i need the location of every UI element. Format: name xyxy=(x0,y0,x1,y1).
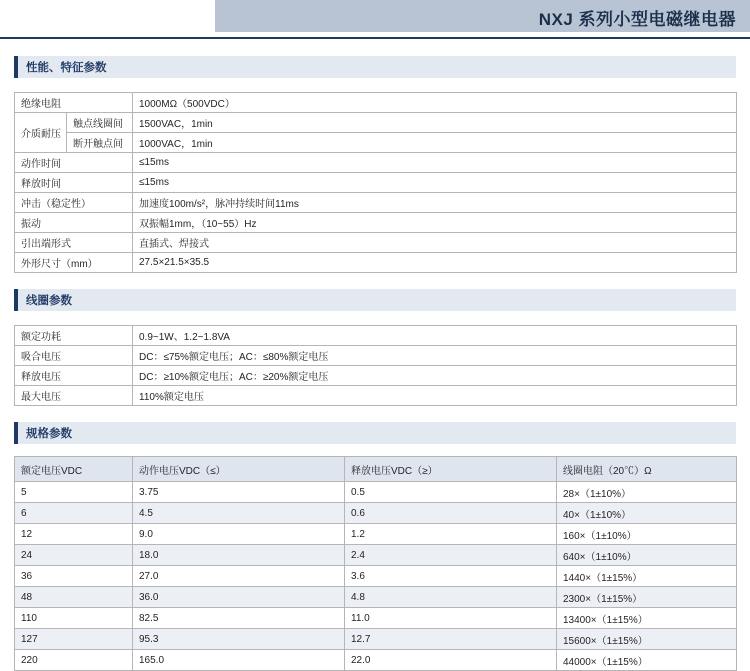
section-title-coil: 线圈参数 xyxy=(26,295,72,307)
header-divider xyxy=(0,37,750,39)
table-row xyxy=(15,233,737,253)
row-value: 直插式、焊接式 xyxy=(133,233,737,253)
cell-dropout-voltage: 0.6 xyxy=(345,503,557,524)
cell-pickup-voltage: 9.0 xyxy=(133,524,345,545)
coil-table-wrap xyxy=(14,325,736,406)
page-title: NXJ 系列小型电磁继电器 xyxy=(538,10,736,29)
row-value: 1500VAC，1min xyxy=(133,113,737,133)
row-label: 引出端形式 xyxy=(15,233,133,253)
cell-coil-resistance: 15600×（1±15%） xyxy=(557,629,737,650)
cell-rated-voltage: 12 xyxy=(15,524,133,545)
row-sublabel: 触点线圈间 xyxy=(67,113,133,133)
table-row xyxy=(15,587,737,608)
cell-rated-voltage: 5 xyxy=(15,482,133,503)
row-label: 介质耐压 xyxy=(15,113,67,153)
table-row xyxy=(15,326,737,346)
column-header: 额定电压VDC xyxy=(15,457,133,482)
cell-coil-resistance: 640×（1±10%） xyxy=(557,545,737,566)
row-label: 释放电压 xyxy=(15,366,133,386)
row-value: 双振幅1mm，（10~55）Hz xyxy=(133,213,737,233)
cell-pickup-voltage: 95.3 xyxy=(133,629,345,650)
performance-table-wrap xyxy=(14,92,736,273)
cell-coil-resistance: 28×（1±10%） xyxy=(557,482,737,503)
table-row xyxy=(15,566,737,587)
row-value: DC：≤75%额定电压；AC：≤80%额定电压 xyxy=(133,346,737,366)
row-value: 27.5×21.5×35.5 xyxy=(133,253,737,273)
cell-pickup-voltage: 18.0 xyxy=(133,545,345,566)
table-row xyxy=(15,386,737,406)
table-row xyxy=(15,253,737,273)
cell-dropout-voltage: 3.6 xyxy=(345,566,557,587)
table-row xyxy=(15,93,737,113)
table-row xyxy=(15,608,737,629)
row-value: 1000MΩ（500VDC） xyxy=(133,93,737,113)
table-header-row xyxy=(15,457,737,482)
table-row xyxy=(15,366,737,386)
spec-table-wrap xyxy=(14,456,736,671)
row-value: 110%额定电压 xyxy=(133,386,737,406)
table-row xyxy=(15,650,737,671)
cell-coil-resistance: 13400×（1±15%） xyxy=(557,608,737,629)
row-value: DC：≥10%额定电压；AC：≥20%额定电压 xyxy=(133,366,737,386)
coil-table xyxy=(14,325,737,406)
cell-coil-resistance: 44000×（1±15%） xyxy=(557,650,737,671)
cell-dropout-voltage: 2.4 xyxy=(345,545,557,566)
row-label: 绝缘电阻 xyxy=(15,93,133,113)
table-row xyxy=(15,133,737,153)
table-row xyxy=(15,113,737,133)
table-row xyxy=(15,545,737,566)
column-header: 线圈电阻（20℃）Ω xyxy=(557,457,737,482)
row-label: 振动 xyxy=(15,213,133,233)
row-label: 冲击（稳定性） xyxy=(15,193,133,213)
spec-table xyxy=(14,456,737,671)
table-row xyxy=(15,346,737,366)
cell-rated-voltage: 127 xyxy=(15,629,133,650)
column-header: 释放电压VDC（≥） xyxy=(345,457,557,482)
section-header-performance xyxy=(14,56,736,78)
row-value: 加速度100m/s²，脉冲持续时间11ms xyxy=(133,193,737,213)
cell-coil-resistance: 1440×（1±15%） xyxy=(557,566,737,587)
cell-rated-voltage: 110 xyxy=(15,608,133,629)
row-label: 释放时间 xyxy=(15,173,133,193)
cell-dropout-voltage: 0.5 xyxy=(345,482,557,503)
page-header xyxy=(0,0,750,40)
cell-rated-voltage: 24 xyxy=(15,545,133,566)
cell-pickup-voltage: 4.5 xyxy=(133,503,345,524)
section-title-performance: 性能、特征参数 xyxy=(26,62,107,74)
cell-pickup-voltage: 82.5 xyxy=(133,608,345,629)
cell-pickup-voltage: 3.75 xyxy=(133,482,345,503)
cell-rated-voltage: 6 xyxy=(15,503,133,524)
cell-dropout-voltage: 1.2 xyxy=(345,524,557,545)
table-row xyxy=(15,503,737,524)
table-row xyxy=(15,173,737,193)
row-value: ≤15ms xyxy=(133,173,737,193)
cell-pickup-voltage: 36.0 xyxy=(133,587,345,608)
cell-dropout-voltage: 12.7 xyxy=(345,629,557,650)
cell-coil-resistance: 40×（1±10%） xyxy=(557,503,737,524)
table-row xyxy=(15,153,737,173)
row-label: 外形尺寸（mm） xyxy=(15,253,133,273)
cell-dropout-voltage: 22.0 xyxy=(345,650,557,671)
row-label: 吸合电压 xyxy=(15,346,133,366)
cell-coil-resistance: 2300×（1±15%） xyxy=(557,587,737,608)
row-label: 最大电压 xyxy=(15,386,133,406)
performance-table xyxy=(14,92,737,273)
table-row xyxy=(15,213,737,233)
cell-dropout-voltage: 4.8 xyxy=(345,587,557,608)
row-label: 动作时间 xyxy=(15,153,133,173)
table-row xyxy=(15,193,737,213)
column-header: 动作电压VDC（≤） xyxy=(133,457,345,482)
cell-pickup-voltage: 165.0 xyxy=(133,650,345,671)
section-header-spec xyxy=(14,422,736,444)
table-row xyxy=(15,482,737,503)
cell-dropout-voltage: 11.0 xyxy=(345,608,557,629)
cell-pickup-voltage: 27.0 xyxy=(133,566,345,587)
row-label: 额定功耗 xyxy=(15,326,133,346)
cell-coil-resistance: 160×（1±10%） xyxy=(557,524,737,545)
table-row xyxy=(15,629,737,650)
table-row xyxy=(15,524,737,545)
cell-rated-voltage: 48 xyxy=(15,587,133,608)
row-value: 1000VAC，1min xyxy=(133,133,737,153)
cell-rated-voltage: 220 xyxy=(15,650,133,671)
row-sublabel: 断开触点间 xyxy=(67,133,133,153)
cell-rated-voltage: 36 xyxy=(15,566,133,587)
section-header-coil xyxy=(14,289,736,311)
row-value: ≤15ms xyxy=(133,153,737,173)
section-title-spec: 规格参数 xyxy=(26,428,72,440)
row-value: 0.9~1W、1.2~1.8VA xyxy=(133,326,737,346)
